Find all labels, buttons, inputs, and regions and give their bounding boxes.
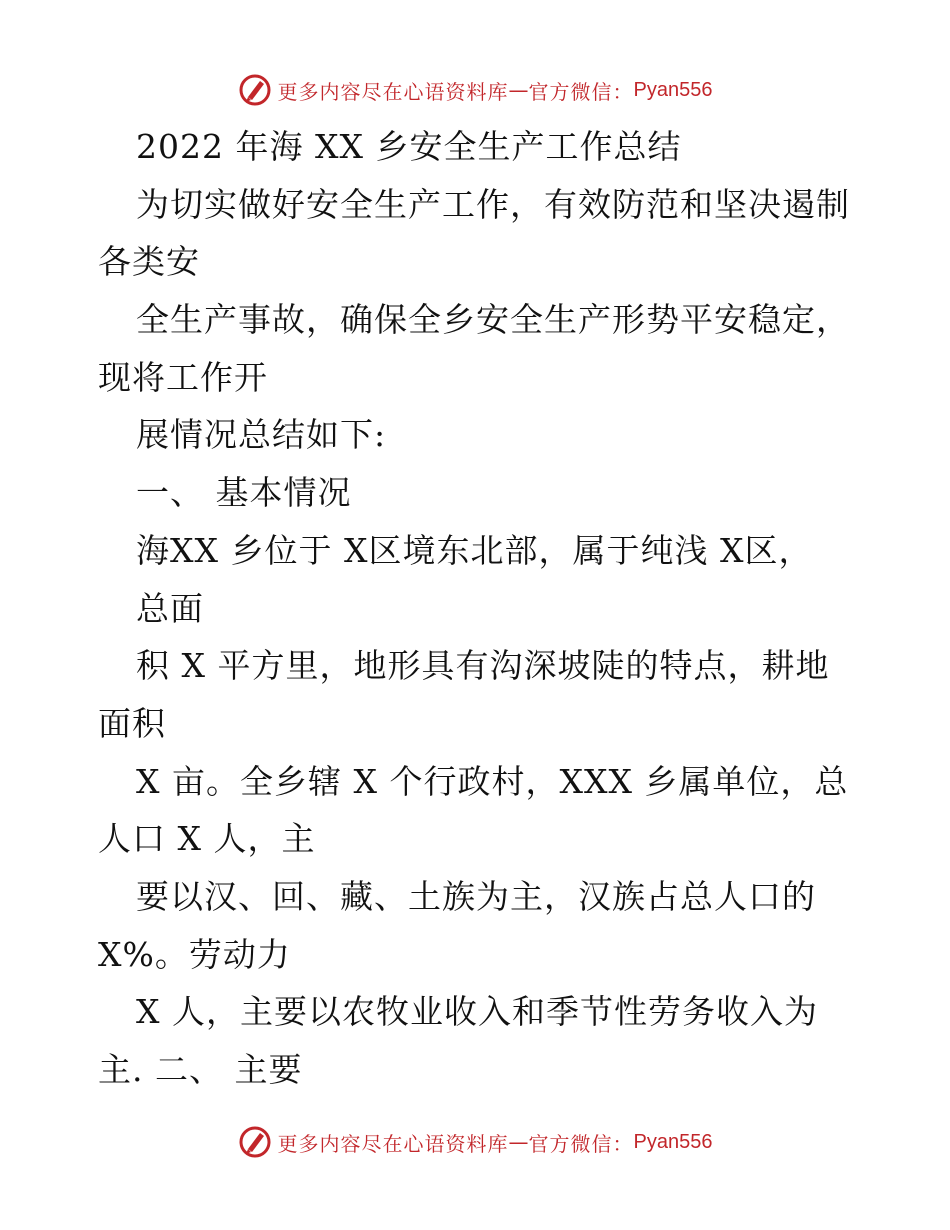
document-line: 展情况总结如下:	[136, 415, 387, 455]
document-title: 2022 年海 XX 乡安全生产工作总结	[136, 127, 682, 166]
document-line: 人口 X 人，主	[98, 819, 316, 859]
pen-logo-icon	[238, 1125, 272, 1159]
document-line: 现将工作开	[98, 357, 268, 397]
document-line: X 亩。全乡辖 X 个行政村，XXX 乡属单位，总	[136, 761, 849, 801]
document-line: 主. 二、 主要	[98, 1050, 303, 1089]
document-line: 积 X 平方里，地形具有沟深坡陡的特点，耕地	[136, 646, 830, 686]
document-body	[98, 118, 898, 1099]
document-line: 海XX 乡位于 X区境东北部，属于纯浅 X区，	[136, 530, 813, 570]
watermark-text: 更多内容尽在心语资料库	[277, 79, 509, 104]
watermark-id: Pyan556	[633, 1130, 713, 1153]
document-line: 面积	[98, 703, 166, 743]
watermark-sub: 官方微信：	[528, 1131, 634, 1156]
watermark-sub: 官方微信：	[528, 79, 634, 104]
pen-logo-icon	[238, 73, 272, 107]
watermark-separator: —	[508, 1130, 529, 1154]
footer-watermark	[0, 1122, 950, 1162]
document-line: 全生产事故，确保全乡安全生产形势平安稳定，	[136, 300, 850, 340]
watermark-separator: —	[508, 78, 529, 102]
header-watermark	[0, 70, 950, 110]
document-line: X%。劳动力	[98, 934, 291, 974]
document-line: 各类安	[98, 242, 200, 282]
document-line: X 人，主要以农牧业收入和季节性劳务收入为	[136, 992, 818, 1032]
watermark-id: Pyan556	[633, 78, 713, 101]
section-heading: 一、 基本情况	[136, 473, 352, 513]
document-line: 为切实做好安全生产工作，有效防范和坚决遏制	[136, 184, 850, 224]
document-line: 总面	[136, 588, 204, 628]
watermark-text: 更多内容尽在心语资料库	[277, 1131, 509, 1156]
document-line: 要以汉、回、藏、土族为主，汉族占总人口的	[136, 876, 816, 916]
